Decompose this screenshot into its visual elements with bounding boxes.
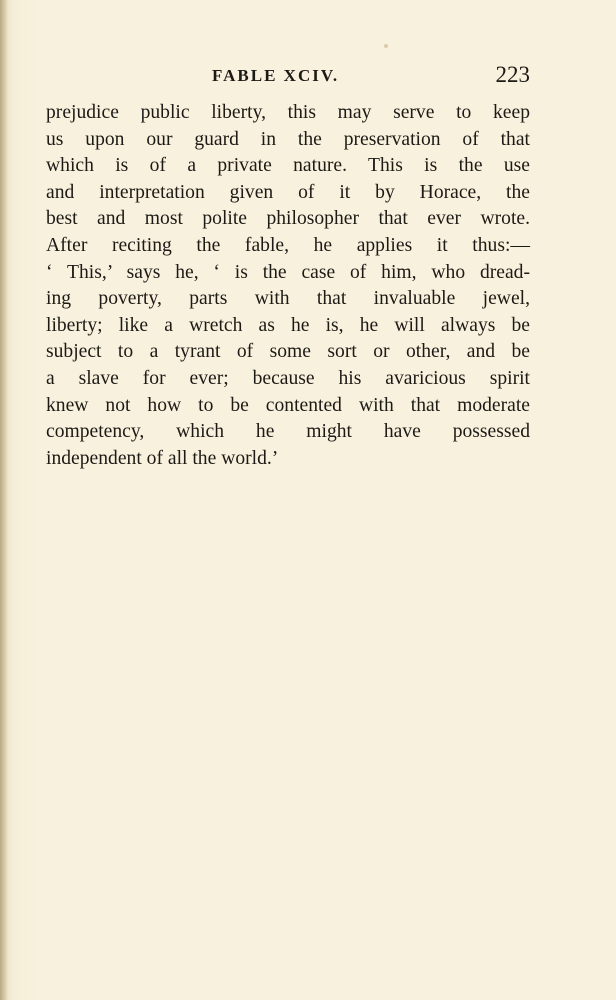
text-line: ing poverty, parts with that invaluable jewel, (46, 288, 530, 310)
text-line: which is of a private nature. This is the use (46, 155, 530, 177)
text-line: prejudice public liberty, this may serve to keep (46, 102, 530, 123)
ink-mark (384, 44, 388, 48)
text-line: and interpretation given of it by Horace, the (46, 181, 530, 203)
page-header (46, 64, 530, 90)
text-line: best and most polite philosopher that ever wrote. (46, 208, 530, 230)
page-gutter (0, 0, 8, 1000)
text-line: After reciting the fable, he applies it thus:— (46, 234, 530, 256)
text-line: us upon our guard in the preservation of that (46, 128, 530, 150)
text-line: knew not how to be contented with that moderate (46, 394, 530, 416)
text-line: independent of all the world.’ (46, 447, 279, 469)
body-paragraph (46, 100, 530, 472)
text-line: a slave for ever; because his avaricious spirit (46, 367, 530, 389)
page-number: 223 (495, 62, 530, 87)
text-line: subject to a tyrant of some sort or other, and be (46, 341, 530, 363)
running-head: FABLE XCIV. (212, 66, 340, 85)
text-line: liberty; like a wretch as he is, he will always be (46, 314, 530, 336)
text-line: ‘ This,’ says he, ‘ is the case of him, who dread- (46, 261, 530, 283)
text-line: competency, which he might have possessed (46, 421, 530, 443)
